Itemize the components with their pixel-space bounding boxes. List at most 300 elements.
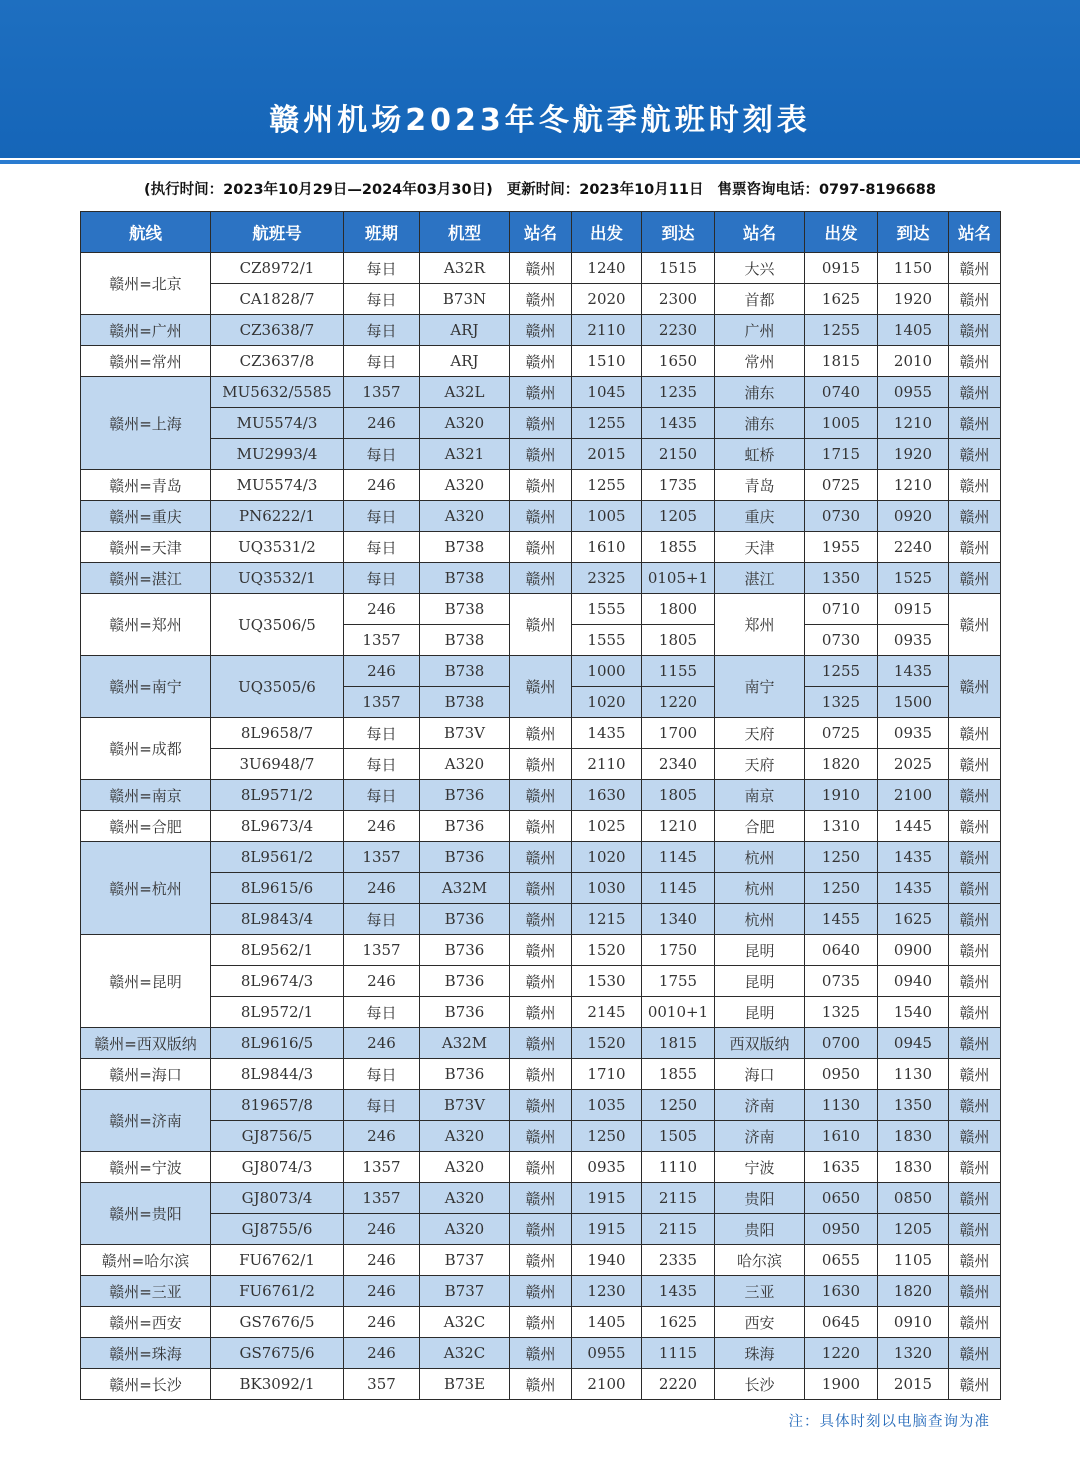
departure-time: 1630: [572, 780, 642, 811]
frequency: 246: [344, 1338, 420, 1369]
arrival-time: 1435: [642, 408, 715, 439]
arrival-time: 1855: [642, 1059, 715, 1090]
frequency: 每日: [344, 501, 420, 532]
aircraft-type: B736: [420, 966, 510, 997]
origin-station: 赣州: [510, 470, 572, 501]
departure-time: 1030: [572, 873, 642, 904]
frequency: 每日: [344, 749, 420, 780]
return-departure-time: 0645: [805, 1307, 878, 1338]
destination-station: 宁波: [715, 1152, 805, 1183]
frequency: 每日: [344, 1059, 420, 1090]
aircraft-type: A320: [420, 749, 510, 780]
frequency: 246: [344, 966, 420, 997]
return-station: 赣州: [949, 656, 1001, 718]
flight-number: UQ3532/1: [211, 563, 344, 594]
return-station: 赣州: [949, 904, 1001, 935]
departure-time: 1435: [572, 718, 642, 749]
return-departure-time: 1325: [805, 997, 878, 1028]
table-row: [81, 904, 1001, 935]
return-arrival-time: 0955: [878, 377, 949, 408]
return-arrival-time: 1540: [878, 997, 949, 1028]
route-cell: 赣州=郑州: [81, 594, 211, 656]
frequency: 246: [344, 470, 420, 501]
validity-period: (执行时间：2023年10月29日—2024年03月30日): [144, 182, 493, 198]
frequency: 246: [344, 1121, 420, 1152]
return-departure-time: 0700: [805, 1028, 878, 1059]
col-header-frequency: 班期: [344, 212, 420, 253]
arrival-time: 1855: [642, 532, 715, 563]
arrival-time: 2115: [642, 1183, 715, 1214]
return-departure-time: 0735: [805, 966, 878, 997]
arrival-time: 1435: [642, 1276, 715, 1307]
return-arrival-time: 2100: [878, 780, 949, 811]
arrival-time: 2300: [642, 284, 715, 315]
frequency: 每日: [344, 532, 420, 563]
arrival-time: 1155: [642, 656, 715, 687]
return-station: 赣州: [949, 780, 1001, 811]
destination-station: 哈尔滨: [715, 1245, 805, 1276]
frequency: 每日: [344, 284, 420, 315]
return-station: 赣州: [949, 346, 1001, 377]
schedule-info-line: [0, 178, 1080, 202]
return-departure-time: 1250: [805, 873, 878, 904]
arrival-time: 1625: [642, 1307, 715, 1338]
origin-station: 赣州: [510, 284, 572, 315]
flight-number: CZ3638/7: [211, 315, 344, 346]
return-departure-time: 1455: [805, 904, 878, 935]
departure-time: 1250: [572, 1121, 642, 1152]
return-station: 赣州: [949, 1245, 1001, 1276]
departure-time: 2100: [572, 1369, 642, 1400]
return-departure-time: 1005: [805, 408, 878, 439]
flight-number: MU5574/3: [211, 408, 344, 439]
table-row: [81, 1338, 1001, 1369]
flight-number: 3U6948/7: [211, 749, 344, 780]
return-station: 赣州: [949, 1276, 1001, 1307]
arrival-time: 1235: [642, 377, 715, 408]
destination-station: 合肥: [715, 811, 805, 842]
return-arrival-time: 1210: [878, 408, 949, 439]
departure-time: 1940: [572, 1245, 642, 1276]
return-arrival-time: 1830: [878, 1152, 949, 1183]
flight-number: FU6761/2: [211, 1276, 344, 1307]
origin-station: 赣州: [510, 408, 572, 439]
table-row: [81, 1028, 1001, 1059]
route-cell: 赣州=北京: [81, 253, 211, 315]
origin-station: 赣州: [510, 1369, 572, 1400]
table-row: [81, 656, 1001, 687]
departure-time: 1610: [572, 532, 642, 563]
destination-station: 海口: [715, 1059, 805, 1090]
return-station: 赣州: [949, 997, 1001, 1028]
aircraft-type: A32C: [420, 1307, 510, 1338]
departure-time: 2110: [572, 315, 642, 346]
table-row: [81, 1214, 1001, 1245]
return-arrival-time: 1350: [878, 1090, 949, 1121]
return-departure-time: 1955: [805, 532, 878, 563]
return-station: 赣州: [949, 501, 1001, 532]
table-row: [81, 284, 1001, 315]
flight-number: UQ3505/6: [211, 656, 344, 718]
return-arrival-time: 1130: [878, 1059, 949, 1090]
aircraft-type: A32L: [420, 377, 510, 408]
arrival-time: 1210: [642, 811, 715, 842]
aircraft-type: B736: [420, 997, 510, 1028]
flight-number: PN6222/1: [211, 501, 344, 532]
frequency: 1357: [344, 687, 420, 718]
aircraft-type: B73E: [420, 1369, 510, 1400]
frequency: 每日: [344, 997, 420, 1028]
flight-number: 8L9674/3: [211, 966, 344, 997]
aircraft-type: A32M: [420, 873, 510, 904]
col-header-origin-station: 站名: [510, 212, 572, 253]
departure-time: 1710: [572, 1059, 642, 1090]
origin-station: 赣州: [510, 935, 572, 966]
return-arrival-time: 1405: [878, 315, 949, 346]
frequency: 每日: [344, 563, 420, 594]
route-cell: 赣州=南宁: [81, 656, 211, 718]
update-date: 更新时间：2023年10月11日: [506, 182, 704, 198]
return-arrival-time: 1320: [878, 1338, 949, 1369]
destination-station: 济南: [715, 1121, 805, 1152]
destination-station: 首都: [715, 284, 805, 315]
flight-number: CZ3637/8: [211, 346, 344, 377]
return-departure-time: 0730: [805, 501, 878, 532]
origin-station: 赣州: [510, 1245, 572, 1276]
table-row: [81, 1307, 1001, 1338]
aircraft-type: B738: [420, 687, 510, 718]
return-departure-time: 1815: [805, 346, 878, 377]
departure-time: 1025: [572, 811, 642, 842]
departure-time: 1255: [572, 470, 642, 501]
frequency: 1357: [344, 625, 420, 656]
departure-time: 1215: [572, 904, 642, 935]
return-station: 赣州: [949, 1028, 1001, 1059]
departure-time: 2015: [572, 439, 642, 470]
return-arrival-time: 1820: [878, 1276, 949, 1307]
flight-number: MU2993/4: [211, 439, 344, 470]
return-arrival-time: 1205: [878, 1214, 949, 1245]
aircraft-type: B737: [420, 1245, 510, 1276]
frequency: 每日: [344, 780, 420, 811]
route-cell: 赣州=杭州: [81, 842, 211, 935]
departure-time: 1555: [572, 625, 642, 656]
departure-time: 1020: [572, 842, 642, 873]
return-arrival-time: 0940: [878, 966, 949, 997]
origin-station: 赣州: [510, 532, 572, 563]
frequency: 每日: [344, 904, 420, 935]
destination-station: 郑州: [715, 594, 805, 656]
frequency: 246: [344, 1028, 420, 1059]
table-row: [81, 501, 1001, 532]
destination-station: 贵阳: [715, 1214, 805, 1245]
frequency: 246: [344, 656, 420, 687]
aircraft-type: B738: [420, 563, 510, 594]
table-row: [81, 377, 1001, 408]
col-header-aircraft: 机型: [420, 212, 510, 253]
departure-time: 1915: [572, 1183, 642, 1214]
arrival-time: 1815: [642, 1028, 715, 1059]
origin-station: 赣州: [510, 904, 572, 935]
frequency: 246: [344, 408, 420, 439]
arrival-time: 1515: [642, 253, 715, 284]
return-station: 赣州: [949, 1152, 1001, 1183]
aircraft-type: A32M: [420, 1028, 510, 1059]
origin-station: 赣州: [510, 718, 572, 749]
departure-time: 1020: [572, 687, 642, 718]
return-departure-time: 1130: [805, 1090, 878, 1121]
origin-station: 赣州: [510, 780, 572, 811]
arrival-time: 2220: [642, 1369, 715, 1400]
return-arrival-time: 0900: [878, 935, 949, 966]
origin-station: 赣州: [510, 594, 572, 656]
return-departure-time: 0950: [805, 1214, 878, 1245]
return-station: 赣州: [949, 439, 1001, 470]
table-row: [81, 718, 1001, 749]
table-row: [81, 997, 1001, 1028]
destination-station: 青岛: [715, 470, 805, 501]
return-station: 赣州: [949, 1214, 1001, 1245]
return-departure-time: 0950: [805, 1059, 878, 1090]
return-arrival-time: 1500: [878, 687, 949, 718]
flight-number: FU6762/1: [211, 1245, 344, 1276]
route-cell: 赣州=上海: [81, 377, 211, 470]
return-station: 赣州: [949, 842, 1001, 873]
return-departure-time: 0725: [805, 718, 878, 749]
aircraft-type: B736: [420, 904, 510, 935]
departure-time: 1000: [572, 656, 642, 687]
origin-station: 赣州: [510, 315, 572, 346]
arrival-time: 2340: [642, 749, 715, 780]
departure-time: 1520: [572, 935, 642, 966]
aircraft-type: B736: [420, 842, 510, 873]
return-departure-time: 0710: [805, 594, 878, 625]
return-departure-time: 1325: [805, 687, 878, 718]
frequency: 1357: [344, 935, 420, 966]
departure-time: 2110: [572, 749, 642, 780]
route-cell: 赣州=西安: [81, 1307, 211, 1338]
route-cell: 赣州=天津: [81, 532, 211, 563]
banner-divider: [0, 160, 1080, 164]
origin-station: 赣州: [510, 1183, 572, 1214]
aircraft-type: B738: [420, 625, 510, 656]
aircraft-type: B73V: [420, 1090, 510, 1121]
destination-station: 浦东: [715, 377, 805, 408]
return-departure-time: 1255: [805, 656, 878, 687]
return-station: 赣州: [949, 315, 1001, 346]
return-station: 赣州: [949, 1369, 1001, 1400]
origin-station: 赣州: [510, 997, 572, 1028]
destination-station: 昆明: [715, 997, 805, 1028]
arrival-time: 1145: [642, 842, 715, 873]
return-departure-time: 1250: [805, 842, 878, 873]
destination-station: 杭州: [715, 904, 805, 935]
aircraft-type: A320: [420, 470, 510, 501]
return-station: 赣州: [949, 253, 1001, 284]
origin-station: 赣州: [510, 1121, 572, 1152]
return-station: 赣州: [949, 1307, 1001, 1338]
departure-time: 2145: [572, 997, 642, 1028]
route-cell: 赣州=珠海: [81, 1338, 211, 1369]
table-row: [81, 842, 1001, 873]
footnote: 注：具体时刻以电脑查询为准: [788, 1414, 990, 1430]
origin-station: 赣州: [510, 563, 572, 594]
route-cell: 赣州=三亚: [81, 1276, 211, 1307]
origin-station: 赣州: [510, 439, 572, 470]
return-departure-time: 0725: [805, 470, 878, 501]
page-title: 赣州机场2023年冬航季航班时刻表: [269, 103, 811, 138]
frequency: 每日: [344, 1090, 420, 1121]
origin-station: 赣州: [510, 811, 572, 842]
return-departure-time: 1310: [805, 811, 878, 842]
destination-station: 西双版纳: [715, 1028, 805, 1059]
arrival-time: 1505: [642, 1121, 715, 1152]
return-departure-time: 0730: [805, 625, 878, 656]
return-arrival-time: 1150: [878, 253, 949, 284]
departure-time: 1405: [572, 1307, 642, 1338]
flight-number: 8L9673/4: [211, 811, 344, 842]
return-arrival-time: 2010: [878, 346, 949, 377]
return-station: 赣州: [949, 1059, 1001, 1090]
table-row: [81, 470, 1001, 501]
aircraft-type: B738: [420, 532, 510, 563]
flight-number: GJ8755/6: [211, 1214, 344, 1245]
frequency: 246: [344, 594, 420, 625]
return-arrival-time: 1920: [878, 439, 949, 470]
schedule-body: [81, 253, 1001, 1400]
destination-station: 长沙: [715, 1369, 805, 1400]
table-row: [81, 780, 1001, 811]
origin-station: 赣州: [510, 1338, 572, 1369]
route-cell: 赣州=宁波: [81, 1152, 211, 1183]
flight-number: UQ3531/2: [211, 532, 344, 563]
origin-station: 赣州: [510, 1152, 572, 1183]
destination-station: 重庆: [715, 501, 805, 532]
frequency: 246: [344, 811, 420, 842]
frequency: 246: [344, 1307, 420, 1338]
departure-time: 1230: [572, 1276, 642, 1307]
route-cell: 赣州=长沙: [81, 1369, 211, 1400]
route-cell: 赣州=常州: [81, 346, 211, 377]
return-arrival-time: 1920: [878, 284, 949, 315]
departure-time: 1510: [572, 346, 642, 377]
frequency: 每日: [344, 315, 420, 346]
destination-station: 浦东: [715, 408, 805, 439]
destination-station: 天府: [715, 749, 805, 780]
flight-number: 8L9616/5: [211, 1028, 344, 1059]
departure-time: 1045: [572, 377, 642, 408]
flight-number: 8L9572/1: [211, 997, 344, 1028]
return-departure-time: 0740: [805, 377, 878, 408]
flight-number: MU5632/5585: [211, 377, 344, 408]
departure-time: 1035: [572, 1090, 642, 1121]
aircraft-type: A320: [420, 501, 510, 532]
origin-station: 赣州: [510, 346, 572, 377]
destination-station: 珠海: [715, 1338, 805, 1369]
aircraft-type: B738: [420, 594, 510, 625]
return-arrival-time: 2240: [878, 532, 949, 563]
arrival-time: 1250: [642, 1090, 715, 1121]
route-cell: 赣州=哈尔滨: [81, 1245, 211, 1276]
frequency: 246: [344, 1245, 420, 1276]
destination-station: 南京: [715, 780, 805, 811]
aircraft-type: A321: [420, 439, 510, 470]
return-departure-time: 1900: [805, 1369, 878, 1400]
return-departure-time: 0915: [805, 253, 878, 284]
departure-time: 1555: [572, 594, 642, 625]
flight-number: GJ8074/3: [211, 1152, 344, 1183]
table-row: [81, 1152, 1001, 1183]
origin-station: 赣州: [510, 377, 572, 408]
table-row: [81, 966, 1001, 997]
return-station: 赣州: [949, 594, 1001, 656]
return-arrival-time: 1435: [878, 842, 949, 873]
frequency: 1357: [344, 1152, 420, 1183]
aircraft-type: B73N: [420, 284, 510, 315]
flight-number: GS7675/6: [211, 1338, 344, 1369]
origin-station: 赣州: [510, 1214, 572, 1245]
origin-station: 赣州: [510, 1276, 572, 1307]
flight-number: 8L9562/1: [211, 935, 344, 966]
arrival-time: 2230: [642, 315, 715, 346]
destination-station: 南宁: [715, 656, 805, 718]
flight-number: 8L9561/2: [211, 842, 344, 873]
return-station: 赣州: [949, 1338, 1001, 1369]
destination-station: 湛江: [715, 563, 805, 594]
ticket-phone: 售票咨询电话：0797-8196688: [717, 182, 936, 198]
table-header-row: [81, 212, 1001, 253]
aircraft-type: B737: [420, 1276, 510, 1307]
flight-number: 8L9844/3: [211, 1059, 344, 1090]
route-cell: 赣州=成都: [81, 718, 211, 780]
return-arrival-time: 1445: [878, 811, 949, 842]
return-arrival-time: 1830: [878, 1121, 949, 1152]
return-departure-time: 1630: [805, 1276, 878, 1307]
table-row: [81, 1183, 1001, 1214]
table-row: [81, 1059, 1001, 1090]
arrival-time: 1115: [642, 1338, 715, 1369]
return-station: 赣州: [949, 966, 1001, 997]
destination-station: 虹桥: [715, 439, 805, 470]
col-header-departure: 出发: [572, 212, 642, 253]
flight-number: 8L9658/7: [211, 718, 344, 749]
arrival-time: 1145: [642, 873, 715, 904]
table-row: [81, 935, 1001, 966]
return-arrival-time: 1105: [878, 1245, 949, 1276]
arrival-time: 1205: [642, 501, 715, 532]
origin-station: 赣州: [510, 842, 572, 873]
flight-number: GJ8073/4: [211, 1183, 344, 1214]
aircraft-type: ARJ: [420, 346, 510, 377]
arrival-time: 1110: [642, 1152, 715, 1183]
origin-station: 赣州: [510, 873, 572, 904]
departure-time: 2020: [572, 284, 642, 315]
return-departure-time: 1255: [805, 315, 878, 346]
origin-station: 赣州: [510, 966, 572, 997]
table-row: [81, 811, 1001, 842]
origin-station: 赣州: [510, 1307, 572, 1338]
departure-time: 1255: [572, 408, 642, 439]
return-station: 赣州: [949, 1090, 1001, 1121]
arrival-time: 1735: [642, 470, 715, 501]
flight-number: BK3092/1: [211, 1369, 344, 1400]
return-arrival-time: 0920: [878, 501, 949, 532]
col-header-arrival: 到达: [642, 212, 715, 253]
return-departure-time: 0650: [805, 1183, 878, 1214]
flight-number: GJ8756/5: [211, 1121, 344, 1152]
arrival-time: 1650: [642, 346, 715, 377]
destination-station: 天津: [715, 532, 805, 563]
